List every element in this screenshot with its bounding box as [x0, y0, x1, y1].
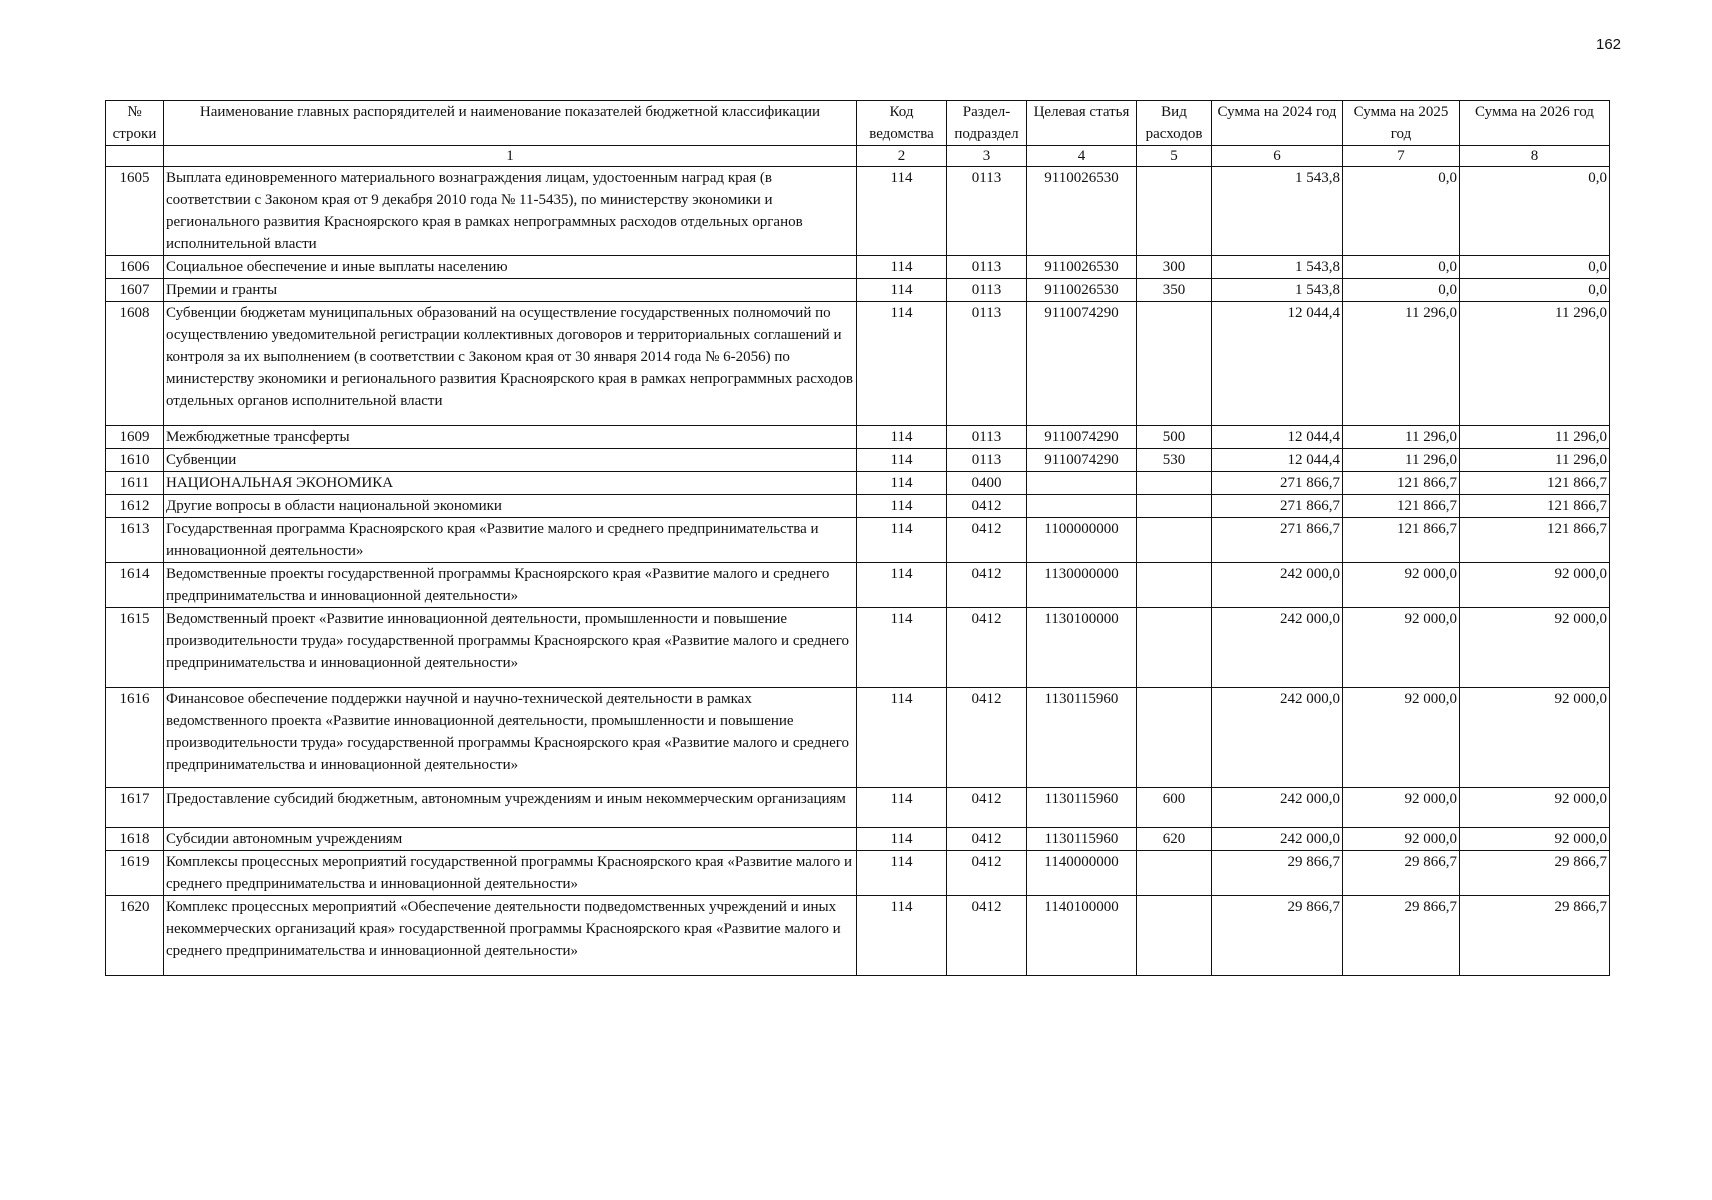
- indicator-name: Субвенции бюджетам муниципальных образований на осуществление государственных полномочий по осуществлению уведомительной регистрации коллективных договоров и территориальных соглашений и контроля за их выполнением (в соответствии с Законом края от 30 января 2014 года № 6-2056) по министерству экономики и регионального развития Красноярского края в рамках непрограммных расходов отдельных органов исполнительной власти: [164, 302, 857, 426]
- sum-2026: 92 000,0: [1460, 788, 1610, 828]
- indicator-name: Субсидии автономным учреждениям: [164, 828, 857, 851]
- sum-2025: 0,0: [1343, 279, 1460, 302]
- table-row: [106, 563, 1610, 608]
- row-number: 1609: [106, 426, 164, 449]
- sum-2025: 0,0: [1343, 256, 1460, 279]
- target-article: 9110074290: [1027, 302, 1137, 426]
- sum-2025: 11 296,0: [1343, 426, 1460, 449]
- sum-2025: 92 000,0: [1343, 688, 1460, 788]
- department-code: 114: [857, 828, 947, 851]
- sum-2025: 92 000,0: [1343, 788, 1460, 828]
- target-article: 9110074290: [1027, 426, 1137, 449]
- sum-2024: 242 000,0: [1212, 563, 1343, 608]
- section-code: 0113: [947, 302, 1027, 426]
- header-expense-type: Вид расходов: [1137, 101, 1212, 146]
- row-number: 1610: [106, 449, 164, 472]
- sum-2024: 1 543,8: [1212, 256, 1343, 279]
- expense-type: [1137, 688, 1212, 788]
- department-code: 114: [857, 279, 947, 302]
- sum-2026: 92 000,0: [1460, 688, 1610, 788]
- table-row: [106, 302, 1610, 426]
- sum-2026: 0,0: [1460, 167, 1610, 256]
- expense-type: [1137, 518, 1212, 563]
- sum-2024: 242 000,0: [1212, 788, 1343, 828]
- indicator-name: Субвенции: [164, 449, 857, 472]
- row-number: 1618: [106, 828, 164, 851]
- indicator-name: Комплексы процессных мероприятий государственной программы Красноярского края «Развитие малого и среднего предпринимательства и инновационной деятельности»: [164, 851, 857, 896]
- target-article: 1100000000: [1027, 518, 1137, 563]
- department-code: 114: [857, 896, 947, 976]
- header-department-code: Код ведомства: [857, 101, 947, 146]
- department-code: 114: [857, 518, 947, 563]
- target-article: 1130000000: [1027, 563, 1137, 608]
- sum-2026: 0,0: [1460, 279, 1610, 302]
- sum-2026: 92 000,0: [1460, 828, 1610, 851]
- table-row: [106, 449, 1610, 472]
- table-row: [106, 788, 1610, 828]
- header-name: Наименование главных распорядителей и наименование показателей бюджетной классификации: [164, 101, 857, 146]
- table-row: [106, 518, 1610, 563]
- table-row: [106, 828, 1610, 851]
- row-number: 1607: [106, 279, 164, 302]
- column-number: 7: [1343, 146, 1460, 167]
- sum-2026: 29 866,7: [1460, 851, 1610, 896]
- row-number: 1608: [106, 302, 164, 426]
- target-article: 9110026530: [1027, 279, 1137, 302]
- row-number: 1619: [106, 851, 164, 896]
- table-row: [106, 495, 1610, 518]
- section-code: 0113: [947, 167, 1027, 256]
- sum-2024: 12 044,4: [1212, 302, 1343, 426]
- section-code: 0412: [947, 688, 1027, 788]
- expense-type: 500: [1137, 426, 1212, 449]
- section-code: 0113: [947, 279, 1027, 302]
- sum-2025: 92 000,0: [1343, 563, 1460, 608]
- sum-2025: 29 866,7: [1343, 851, 1460, 896]
- table-row: [106, 896, 1610, 976]
- table-row: [106, 851, 1610, 896]
- sum-2026: 0,0: [1460, 256, 1610, 279]
- sum-2024: 242 000,0: [1212, 688, 1343, 788]
- indicator-name: Государственная программа Красноярского края «Развитие малого и среднего предпринимательства и инновационной деятельности»: [164, 518, 857, 563]
- sum-2024: 1 543,8: [1212, 279, 1343, 302]
- department-code: 114: [857, 472, 947, 495]
- column-number: [106, 146, 164, 167]
- page-number: 162: [1596, 36, 1622, 53]
- sum-2024: 29 866,7: [1212, 851, 1343, 896]
- section-code: 0412: [947, 788, 1027, 828]
- sum-2026: 29 866,7: [1460, 896, 1610, 976]
- section-code: 0113: [947, 426, 1027, 449]
- section-code: 0412: [947, 518, 1027, 563]
- target-article: 1130100000: [1027, 608, 1137, 688]
- table-row: [106, 472, 1610, 495]
- expense-type: 300: [1137, 256, 1212, 279]
- sum-2025: 121 866,7: [1343, 472, 1460, 495]
- table-row: [106, 279, 1610, 302]
- sum-2024: 271 866,7: [1212, 495, 1343, 518]
- header-row-number: № строки: [106, 101, 164, 146]
- expense-type: 350: [1137, 279, 1212, 302]
- sum-2024: 271 866,7: [1212, 518, 1343, 563]
- department-code: 114: [857, 608, 947, 688]
- sum-2024: 242 000,0: [1212, 828, 1343, 851]
- table-row: [106, 167, 1610, 256]
- row-number: 1615: [106, 608, 164, 688]
- row-number: 1605: [106, 167, 164, 256]
- table-row: [106, 426, 1610, 449]
- row-number: 1617: [106, 788, 164, 828]
- target-article: 9110026530: [1027, 167, 1137, 256]
- department-code: 114: [857, 426, 947, 449]
- sum-2026: 121 866,7: [1460, 495, 1610, 518]
- column-number: 5: [1137, 146, 1212, 167]
- header-sum-2025: Сумма на 2025 год: [1343, 101, 1460, 146]
- expense-type: 600: [1137, 788, 1212, 828]
- row-number: 1620: [106, 896, 164, 976]
- row-number: 1614: [106, 563, 164, 608]
- target-article: 9110074290: [1027, 449, 1137, 472]
- header-sum-2026: Сумма на 2026 год: [1460, 101, 1610, 146]
- sum-2025: 29 866,7: [1343, 896, 1460, 976]
- sum-2026: 11 296,0: [1460, 426, 1610, 449]
- header-sum-2024: Сумма на 2024 год: [1212, 101, 1343, 146]
- sum-2026: 92 000,0: [1460, 608, 1610, 688]
- expense-type: [1137, 302, 1212, 426]
- indicator-name: Ведомственные проекты государственной программы Красноярского края «Развитие малого и среднего предпринимательства и инновационной деятельности»: [164, 563, 857, 608]
- sum-2025: 92 000,0: [1343, 828, 1460, 851]
- section-code: 0400: [947, 472, 1027, 495]
- indicator-name: НАЦИОНАЛЬНАЯ ЭКОНОМИКА: [164, 472, 857, 495]
- budget-table: [105, 100, 1610, 976]
- target-article: 1130115960: [1027, 828, 1137, 851]
- indicator-name: Комплекс процессных мероприятий «Обеспечение деятельности подведомственных учреждений и иных некоммерческих организаций края» государственной программы Красноярского края «Развитие малого и среднего предпринимательства и инновационной деятельности»: [164, 896, 857, 976]
- sum-2025: 11 296,0: [1343, 302, 1460, 426]
- column-number: 6: [1212, 146, 1343, 167]
- department-code: 114: [857, 851, 947, 896]
- column-number: 8: [1460, 146, 1610, 167]
- target-article: 1130115960: [1027, 788, 1137, 828]
- target-article: [1027, 495, 1137, 518]
- sum-2024: 1 543,8: [1212, 167, 1343, 256]
- header-row: [106, 101, 1610, 146]
- table-row: [106, 256, 1610, 279]
- department-code: 114: [857, 256, 947, 279]
- table-row: [106, 688, 1610, 788]
- column-number: 2: [857, 146, 947, 167]
- sum-2024: 29 866,7: [1212, 896, 1343, 976]
- indicator-name: Другие вопросы в области национальной экономики: [164, 495, 857, 518]
- sum-2026: 121 866,7: [1460, 472, 1610, 495]
- section-code: 0412: [947, 828, 1027, 851]
- indicator-name: Выплата единовременного материального вознаграждения лицам, удостоенным наград края (в соответствии с Законом края от 9 декабря 2010 года № 11-5435), по министерству экономики и регионального развития Красноярского края в рамках непрограммных расходов отдельных органов исполнительной власти: [164, 167, 857, 256]
- indicator-name: Премии и гранты: [164, 279, 857, 302]
- department-code: 114: [857, 495, 947, 518]
- header-target-article: Целевая статья: [1027, 101, 1137, 146]
- sum-2026: 92 000,0: [1460, 563, 1610, 608]
- section-code: 0412: [947, 896, 1027, 976]
- table-body: [106, 167, 1610, 976]
- section-code: 0113: [947, 449, 1027, 472]
- row-number: 1606: [106, 256, 164, 279]
- indicator-name: Предоставление субсидий бюджетным, автономным учреждениям и иным некоммерческим организациям: [164, 788, 857, 828]
- sum-2025: 121 866,7: [1343, 495, 1460, 518]
- department-code: 114: [857, 563, 947, 608]
- column-number: 1: [164, 146, 857, 167]
- expense-type: [1137, 896, 1212, 976]
- sum-2024: 12 044,4: [1212, 449, 1343, 472]
- target-article: 1140100000: [1027, 896, 1137, 976]
- expense-type: 530: [1137, 449, 1212, 472]
- section-code: 0113: [947, 256, 1027, 279]
- sum-2026: 11 296,0: [1460, 302, 1610, 426]
- section-code: 0412: [947, 608, 1027, 688]
- expense-type: [1137, 472, 1212, 495]
- row-number: 1613: [106, 518, 164, 563]
- row-number: 1612: [106, 495, 164, 518]
- sum-2025: 92 000,0: [1343, 608, 1460, 688]
- column-number: 4: [1027, 146, 1137, 167]
- target-article: 1140000000: [1027, 851, 1137, 896]
- indicator-name: Финансовое обеспечение поддержки научной и научно-технической деятельности в рамках ведомственного проекта «Развитие инновационной деятельности, промышленности и повышение производительности труда» государственной программы Красноярского края «Развитие малого и среднего предпринимательства и инновационной деятельности»: [164, 688, 857, 788]
- department-code: 114: [857, 688, 947, 788]
- section-code: 0412: [947, 851, 1027, 896]
- sum-2025: 0,0: [1343, 167, 1460, 256]
- expense-type: 620: [1137, 828, 1212, 851]
- department-code: 114: [857, 788, 947, 828]
- header-section: Раздел-подраздел: [947, 101, 1027, 146]
- indicator-name: Социальное обеспечение и иные выплаты населению: [164, 256, 857, 279]
- table-row: [106, 608, 1610, 688]
- target-article: 9110026530: [1027, 256, 1137, 279]
- expense-type: [1137, 563, 1212, 608]
- column-number: 3: [947, 146, 1027, 167]
- sum-2024: 12 044,4: [1212, 426, 1343, 449]
- department-code: 114: [857, 302, 947, 426]
- department-code: 114: [857, 167, 947, 256]
- expense-type: [1137, 608, 1212, 688]
- section-code: 0412: [947, 563, 1027, 608]
- sum-2026: 11 296,0: [1460, 449, 1610, 472]
- indicator-name: Ведомственный проект «Развитие инновационной деятельности, промышленности и повышение производительности труда» государственной программы Красноярского края «Развитие малого и среднего предпринимательства и инновационной деятельности»: [164, 608, 857, 688]
- section-code: 0412: [947, 495, 1027, 518]
- sum-2025: 121 866,7: [1343, 518, 1460, 563]
- sum-2026: 121 866,7: [1460, 518, 1610, 563]
- expense-type: [1137, 851, 1212, 896]
- expense-type: [1137, 495, 1212, 518]
- row-number: 1616: [106, 688, 164, 788]
- column-number-row: [106, 146, 1610, 167]
- target-article: [1027, 472, 1137, 495]
- sum-2024: 242 000,0: [1212, 608, 1343, 688]
- sum-2024: 271 866,7: [1212, 472, 1343, 495]
- row-number: 1611: [106, 472, 164, 495]
- indicator-name: Межбюджетные трансферты: [164, 426, 857, 449]
- target-article: 1130115960: [1027, 688, 1137, 788]
- department-code: 114: [857, 449, 947, 472]
- sum-2025: 11 296,0: [1343, 449, 1460, 472]
- expense-type: [1137, 167, 1212, 256]
